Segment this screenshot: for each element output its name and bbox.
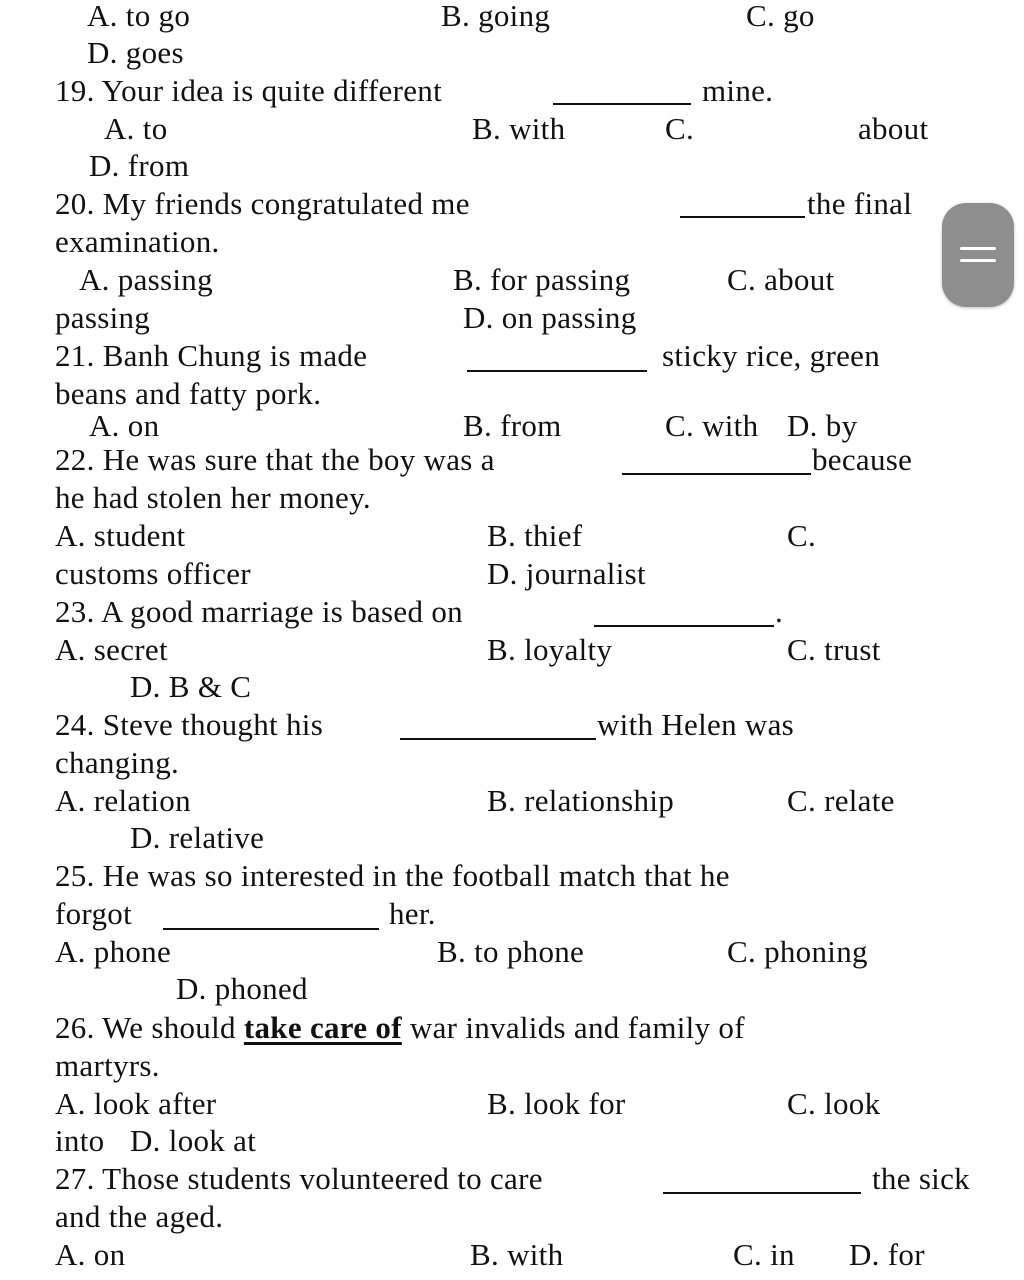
q23-tail: .: [775, 594, 784, 629]
scroll-handle[interactable]: [942, 203, 1014, 307]
q22-option-a: A. student: [55, 518, 186, 553]
q27-option-d: D. for: [849, 1237, 925, 1272]
q19-option-c: C.: [665, 111, 695, 146]
q21-stem: 21. Banh Chung is made: [55, 338, 368, 373]
q20-option-c-cont: passing: [55, 300, 151, 335]
q22-stem: 22. He was sure that the boy was a: [55, 442, 495, 477]
q22-line2: he had stolen her money.: [55, 480, 371, 515]
q25-line2-start: forgot: [55, 896, 132, 931]
q26-option-b: B. look for: [487, 1086, 626, 1121]
q25-option-d: D. phoned: [176, 971, 308, 1006]
q25-blank: [163, 928, 379, 930]
q21-option-b: B. from: [463, 408, 562, 443]
q26-option-d: D. look at: [130, 1123, 257, 1158]
q19-option-b: B. with: [472, 111, 566, 146]
q19-stem: 19. Your idea is quite different: [55, 73, 443, 108]
q18-option-a: A. to go: [87, 0, 191, 33]
q21-tail: sticky rice, green: [662, 338, 880, 373]
q19-option-a: A. to: [104, 111, 168, 146]
q20-option-a: A. passing: [79, 262, 213, 297]
scroll-grip-icon-line: [960, 259, 996, 262]
q19-blank: [553, 103, 691, 105]
q24-option-a: A. relation: [55, 783, 191, 818]
q19-option-c-text: about: [858, 111, 929, 146]
q18-option-d: D. goes: [87, 35, 184, 70]
q23-option-b: B. loyalty: [487, 632, 613, 667]
q27-option-b: B. with: [470, 1237, 564, 1272]
q27-line2: and the aged.: [55, 1199, 224, 1234]
q24-option-b: B. relationship: [487, 783, 675, 818]
q22-option-c-text: customs officer: [55, 556, 251, 591]
q26-stem: [55, 1009, 745, 1047]
q26-stem-start: 26. We should: [55, 1010, 236, 1045]
q20-option-b: B. for passing: [453, 262, 631, 297]
q26-stem-end: war invalids and family of: [409, 1010, 745, 1045]
q27-option-a: A. on: [55, 1237, 126, 1272]
q23-option-d: D. B & C: [130, 669, 252, 704]
q21-line2: beans and fatty pork.: [55, 376, 322, 411]
q24-tail: with Helen was: [597, 707, 795, 742]
q21-option-d: D. by: [787, 408, 858, 443]
q23-option-c: C. trust: [787, 632, 881, 667]
q20-blank: [680, 216, 805, 218]
q25-stem: 25. He was so interested in the football match that he: [55, 858, 730, 893]
q24-option-c: C. relate: [787, 783, 895, 818]
q24-option-d: D. relative: [130, 820, 265, 855]
q27-tail: the sick: [872, 1161, 970, 1196]
q22-option-c: C.: [787, 518, 817, 553]
q23-blank: [594, 625, 774, 627]
q26-underlined-phrase: take care of: [243, 1010, 402, 1045]
q27-blank: [663, 1192, 861, 1194]
q27-option-c: C. in: [733, 1237, 795, 1272]
q26-option-c-cont: into: [55, 1123, 105, 1158]
q25-option-c: C. phoning: [727, 934, 868, 969]
q22-tail: because: [812, 442, 913, 477]
q20-stem: 20. My friends congratulated me: [55, 186, 470, 221]
q24-stem: 24. Steve thought his: [55, 707, 324, 742]
q20-option-c: C. about: [727, 262, 835, 297]
q24-blank: [400, 738, 596, 740]
q26-option-c: C. look: [787, 1086, 881, 1121]
scroll-grip-icon: [960, 247, 996, 250]
q21-option-a: A. on: [89, 408, 160, 443]
q22-option-d: D. journalist: [487, 556, 646, 591]
q25-option-b: B. to phone: [437, 934, 585, 969]
q25-line2-end: her.: [389, 896, 436, 931]
q27-stem: 27. Those students volunteered to care: [55, 1161, 543, 1196]
q19-tail: mine.: [702, 73, 774, 108]
q22-blank: [622, 473, 811, 475]
q24-line2: changing.: [55, 745, 180, 780]
q20-tail: the final: [807, 186, 913, 221]
q18-option-b: B. going: [441, 0, 551, 33]
q20-option-d: D. on passing: [463, 300, 637, 335]
q23-option-a: A. secret: [55, 632, 168, 667]
q25-option-a: A. phone: [55, 934, 172, 969]
q21-option-c: C. with: [665, 408, 759, 443]
q22-option-b: B. thief: [487, 518, 583, 553]
q20-line2: examination.: [55, 224, 220, 259]
q19-option-d: D. from: [89, 148, 190, 183]
q26-line2: martyrs.: [55, 1048, 160, 1083]
q18-option-c: C. go: [746, 0, 815, 33]
q26-option-a: A. look after: [55, 1086, 217, 1121]
q21-blank: [467, 370, 647, 372]
q23-stem: 23. A good marriage is based on: [55, 594, 463, 629]
